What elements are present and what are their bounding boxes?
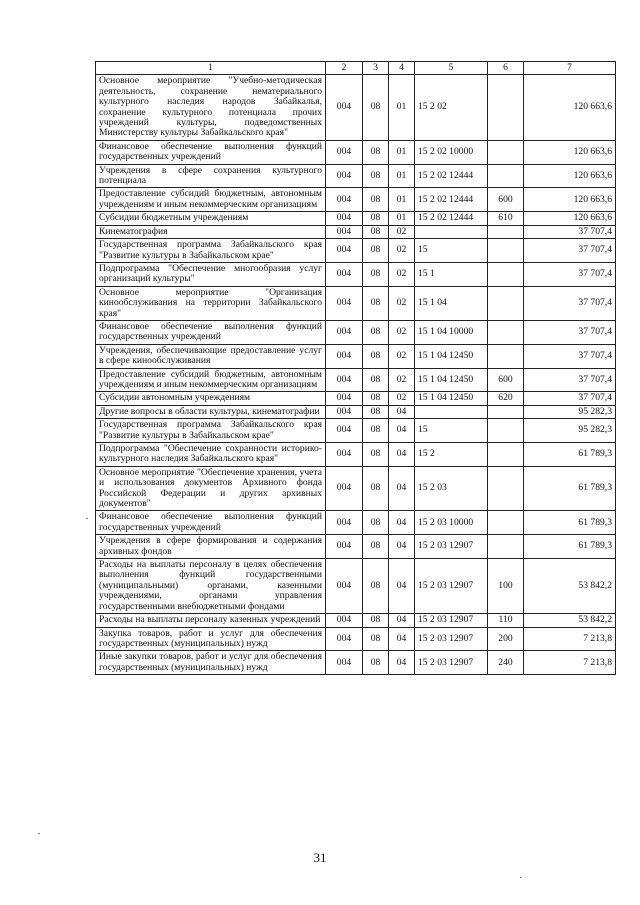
table-row: [96, 344, 616, 368]
row-subsection-cell: 04: [389, 511, 415, 535]
row-code-cell: 004: [326, 559, 363, 614]
row-name-cell: Расходы на выплаты персоналу казенных учреждений: [96, 614, 326, 627]
row-code-cell: 004: [326, 627, 363, 651]
row-section-cell: 08: [363, 443, 389, 467]
row-subsection-cell: 01: [389, 164, 415, 188]
row-section-cell: 08: [363, 140, 389, 164]
row-section-cell: 08: [363, 466, 389, 511]
row-expense-type-cell: [488, 164, 524, 188]
row-target-article-cell: 15 2 03 12907: [415, 627, 488, 651]
row-code-cell: 004: [326, 75, 363, 140]
row-amount-cell: 61 789,3: [524, 466, 616, 511]
row-target-article-cell: 15 2 03 10000: [415, 511, 488, 535]
row-amount-cell: 120 663,6: [524, 188, 616, 212]
row-amount-cell: 120 663,6: [524, 75, 616, 140]
table-row: [96, 239, 616, 263]
row-code-cell: 004: [326, 164, 363, 188]
row-expense-type-cell: [488, 262, 524, 286]
row-target-article-cell: [415, 405, 488, 418]
row-subsection-cell: 04: [389, 614, 415, 627]
row-code-cell: 004: [326, 225, 363, 238]
row-section-cell: 08: [363, 559, 389, 614]
row-subsection-cell: 01: [389, 75, 415, 140]
table-body: [96, 75, 616, 675]
row-amount-cell: 7 213,8: [524, 627, 616, 651]
row-expense-type-cell: 610: [488, 212, 524, 225]
row-name-cell: Основное мероприятие "Организация кинообслуживания на территории Забайкальского края": [96, 286, 326, 320]
row-amount-cell: 95 282,3: [524, 419, 616, 443]
row-code-cell: 004: [326, 511, 363, 535]
row-section-cell: 08: [363, 188, 389, 212]
table-row: [96, 443, 616, 467]
row-target-article-cell: 15 1 04: [415, 286, 488, 320]
row-section-cell: 08: [363, 225, 389, 238]
table-row: [96, 320, 616, 344]
row-code-cell: 004: [326, 466, 363, 511]
row-name-cell: Субсидии автономным учреждениям: [96, 392, 326, 405]
row-expense-type-cell: [488, 320, 524, 344]
row-code-cell: 004: [326, 286, 363, 320]
row-target-article-cell: 15: [415, 419, 488, 443]
column-header: 4: [389, 62, 415, 75]
row-target-article-cell: 15 2 02 10000: [415, 140, 488, 164]
table-row: [96, 164, 616, 188]
row-target-article-cell: [415, 225, 488, 238]
row-subsection-cell: 02: [389, 392, 415, 405]
row-section-cell: 08: [363, 419, 389, 443]
budget-table: [95, 61, 616, 675]
row-expense-type-cell: [488, 511, 524, 535]
row-amount-cell: 95 282,3: [524, 405, 616, 418]
row-name-cell: Учреждения в сфере формирования и содержания архивных фондов: [96, 535, 326, 559]
row-target-article-cell: 15 1: [415, 262, 488, 286]
row-target-article-cell: 15 1 04 10000: [415, 320, 488, 344]
row-target-article-cell: 15 2 02 12444: [415, 164, 488, 188]
row-code-cell: 004: [326, 140, 363, 164]
table-row: [96, 140, 616, 164]
row-amount-cell: 37 707,4: [524, 320, 616, 344]
row-code-cell: 004: [326, 344, 363, 368]
row-target-article-cell: 15 1 04 12450: [415, 368, 488, 392]
row-section-cell: 08: [363, 405, 389, 418]
row-subsection-cell: 01: [389, 140, 415, 164]
row-section-cell: 08: [363, 212, 389, 225]
row-amount-cell: 53 842,2: [524, 614, 616, 627]
table-header: [96, 62, 616, 75]
table-row: [96, 368, 616, 392]
row-code-cell: 004: [326, 188, 363, 212]
row-subsection-cell: 02: [389, 320, 415, 344]
table-row: [96, 286, 616, 320]
row-expense-type-cell: 200: [488, 627, 524, 651]
row-target-article-cell: 15 2 03 12907: [415, 614, 488, 627]
row-subsection-cell: 02: [389, 286, 415, 320]
row-subsection-cell: 02: [389, 239, 415, 263]
row-expense-type-cell: [488, 140, 524, 164]
table-row: [96, 419, 616, 443]
row-target-article-cell: 15 2: [415, 443, 488, 467]
row-subsection-cell: 04: [389, 405, 415, 418]
row-target-article-cell: 15 2 02: [415, 75, 488, 140]
row-section-cell: 08: [363, 651, 389, 675]
row-code-cell: 004: [326, 392, 363, 405]
row-section-cell: 08: [363, 320, 389, 344]
table-row: [96, 466, 616, 511]
row-section-cell: 08: [363, 614, 389, 627]
row-expense-type-cell: 600: [488, 188, 524, 212]
row-name-cell: Предоставление субсидий бюджетным, автономным учреждениям и иным некоммерческим организациям: [96, 368, 326, 392]
row-target-article-cell: 15 2 03 12907: [415, 535, 488, 559]
table-row: [96, 535, 616, 559]
column-header: 7: [524, 62, 616, 75]
table-row: [96, 262, 616, 286]
row-subsection-cell: 04: [389, 466, 415, 511]
row-target-article-cell: 15 1 04 12450: [415, 344, 488, 368]
row-code-cell: 004: [326, 535, 363, 559]
row-subsection-cell: 04: [389, 651, 415, 675]
row-name-cell: Субсидии бюджетным учреждениям: [96, 212, 326, 225]
header-row: [96, 62, 616, 75]
row-amount-cell: 61 789,3: [524, 443, 616, 467]
row-target-article-cell: 15: [415, 239, 488, 263]
row-code-cell: 004: [326, 419, 363, 443]
row-amount-cell: 37 707,4: [524, 239, 616, 263]
row-name-cell: Кинематография: [96, 225, 326, 238]
row-name-cell: Учреждения, обеспечивающие предоставление услуг в сфере кинообслуживания: [96, 344, 326, 368]
row-expense-type-cell: 110: [488, 614, 524, 627]
row-expense-type-cell: [488, 344, 524, 368]
row-section-cell: 08: [363, 368, 389, 392]
scan-speck: [86, 518, 88, 519]
row-name-cell: Основное мероприятие "Обеспечение хранения, учета и использования документов Архивного фонда Российской Федерации и других архивных документов": [96, 466, 326, 511]
row-subsection-cell: 04: [389, 443, 415, 467]
row-name-cell: Финансовое обеспечение выполнения функций государственных учреждений: [96, 140, 326, 164]
row-code-cell: 004: [326, 262, 363, 286]
row-name-cell: Основное мероприятие "Учебно-методическая деятельность, сохранение нематериального культурного наследия народов Забайкалья, сохранение культурного потенциала прочих учреждений культуры, подведомственных Министерству культуры Забайкальского края": [96, 75, 326, 140]
row-amount-cell: 37 707,4: [524, 392, 616, 405]
page-number: 31: [313, 850, 327, 865]
column-header: 1: [96, 62, 326, 75]
row-subsection-cell: 02: [389, 344, 415, 368]
row-subsection-cell: 04: [389, 559, 415, 614]
table-row: [96, 559, 616, 614]
row-name-cell: Иные закупки товаров, работ и услуг для обеспечения государственных (муниципальных) нужд: [96, 651, 326, 675]
row-expense-type-cell: [488, 225, 524, 238]
row-section-cell: 08: [363, 75, 389, 140]
row-amount-cell: 37 707,4: [524, 225, 616, 238]
row-target-article-cell: 15 2 03 12907: [415, 651, 488, 675]
row-amount-cell: 37 707,4: [524, 344, 616, 368]
row-expense-type-cell: [488, 239, 524, 263]
row-name-cell: Подпрограмма "Обеспечение сохранности историко-культурного наследия Забайкальского края": [96, 443, 326, 467]
row-section-cell: 08: [363, 535, 389, 559]
row-amount-cell: 120 663,6: [524, 164, 616, 188]
table-row: [96, 225, 616, 238]
row-expense-type-cell: [488, 75, 524, 140]
table-row: [96, 212, 616, 225]
row-code-cell: 004: [326, 239, 363, 263]
row-section-cell: 08: [363, 392, 389, 405]
scan-speck: [38, 833, 40, 834]
row-name-cell: Финансовое обеспечение выполнения функций государственных учреждений: [96, 511, 326, 535]
row-amount-cell: 7 213,8: [524, 651, 616, 675]
row-code-cell: 004: [326, 651, 363, 675]
row-section-cell: 08: [363, 511, 389, 535]
table-row: [96, 627, 616, 651]
row-code-cell: 004: [326, 405, 363, 418]
row-subsection-cell: 01: [389, 212, 415, 225]
row-amount-cell: 37 707,4: [524, 286, 616, 320]
row-section-cell: 08: [363, 627, 389, 651]
row-name-cell: Финансовое обеспечение выполнения функций государственных учреждений: [96, 320, 326, 344]
row-code-cell: 004: [326, 443, 363, 467]
table-row: [96, 614, 616, 627]
row-name-cell: Государственная программа Забайкальского края "Развитие культуры в Забайкальском крае": [96, 419, 326, 443]
row-code-cell: 004: [326, 320, 363, 344]
row-expense-type-cell: 620: [488, 392, 524, 405]
column-header: 3: [363, 62, 389, 75]
row-amount-cell: 37 707,4: [524, 368, 616, 392]
row-name-cell: Другие вопросы в области культуры, кинематографии: [96, 405, 326, 418]
table-row: [96, 511, 616, 535]
table-row: [96, 188, 616, 212]
column-header: 5: [415, 62, 488, 75]
column-header: 2: [326, 62, 363, 75]
row-subsection-cell: 02: [389, 262, 415, 286]
row-subsection-cell: 02: [389, 225, 415, 238]
row-subsection-cell: 04: [389, 627, 415, 651]
row-expense-type-cell: [488, 286, 524, 320]
row-amount-cell: 61 789,3: [524, 511, 616, 535]
row-target-article-cell: 15 2 03 12907: [415, 559, 488, 614]
row-name-cell: Предоставление субсидий бюджетным, автономным учреждениям и иным некоммерческим организациям: [96, 188, 326, 212]
table-row: [96, 75, 616, 140]
row-amount-cell: 120 663,6: [524, 140, 616, 164]
scan-speck: [520, 877, 522, 878]
row-expense-type-cell: 600: [488, 368, 524, 392]
row-expense-type-cell: 240: [488, 651, 524, 675]
row-subsection-cell: 01: [389, 188, 415, 212]
row-code-cell: 004: [326, 614, 363, 627]
row-code-cell: 004: [326, 212, 363, 225]
row-target-article-cell: 15 2 02 12444: [415, 188, 488, 212]
row-target-article-cell: 15 2 02 12444: [415, 212, 488, 225]
row-subsection-cell: 02: [389, 368, 415, 392]
row-section-cell: 08: [363, 286, 389, 320]
row-name-cell: Подпрограмма "Обеспечение многообразия услуг организаций культуры": [96, 262, 326, 286]
row-expense-type-cell: 100: [488, 559, 524, 614]
row-name-cell: Учреждения в сфере сохранения культурного потенциала: [96, 164, 326, 188]
row-section-cell: 08: [363, 164, 389, 188]
row-name-cell: Расходы на выплаты персоналу в целях обеспечения выполнения функций государственными (муниципальными) органами, казенными учреждениями, органами управления государственными внебюджетными фондами: [96, 559, 326, 614]
row-expense-type-cell: [488, 443, 524, 467]
row-expense-type-cell: [488, 405, 524, 418]
column-header: 6: [488, 62, 524, 75]
row-expense-type-cell: [488, 466, 524, 511]
table-row: [96, 651, 616, 675]
row-expense-type-cell: [488, 419, 524, 443]
row-target-article-cell: 15 2 03: [415, 466, 488, 511]
row-amount-cell: 61 789,3: [524, 535, 616, 559]
row-target-article-cell: 15 1 04 12450: [415, 392, 488, 405]
row-section-cell: 08: [363, 344, 389, 368]
row-subsection-cell: 04: [389, 535, 415, 559]
row-amount-cell: 53 842,2: [524, 559, 616, 614]
row-amount-cell: 37 707,4: [524, 262, 616, 286]
row-expense-type-cell: [488, 535, 524, 559]
row-section-cell: 08: [363, 239, 389, 263]
row-code-cell: 004: [326, 368, 363, 392]
row-subsection-cell: 04: [389, 419, 415, 443]
row-amount-cell: 120 663,6: [524, 212, 616, 225]
table-row: [96, 405, 616, 418]
row-name-cell: Закупка товаров, работ и услуг для обеспечения государственных (муниципальных) нужд: [96, 627, 326, 651]
row-name-cell: Государственная программа Забайкальского края "Развитие культуры в Забайкальском крае": [96, 239, 326, 263]
row-section-cell: 08: [363, 262, 389, 286]
table-row: [96, 392, 616, 405]
